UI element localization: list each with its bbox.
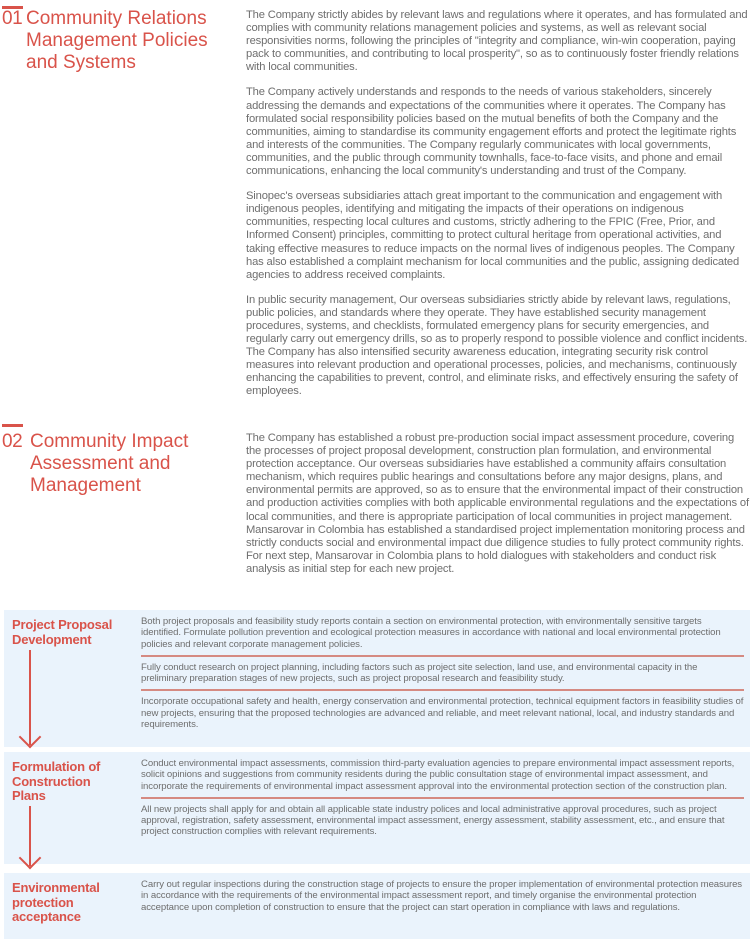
flow-step-item: Fully conduct research on project planning, including factors such as project site selection, land use, and environmental capacity in the preliminary preparation stages of new projects, such as project proposal research and feasibility study. [141, 655, 744, 690]
section-body [246, 9, 750, 411]
heading-accent-bar [2, 424, 23, 427]
flow-step-title-line: protection [12, 894, 74, 910]
flow-step-items [141, 756, 744, 843]
flow-step-title-line: Formulation of [12, 759, 101, 774]
section-title-line: Management [30, 475, 141, 496]
flow-step-item: Conduct environmental impact assessments, commission third-party evaluation agencies to prepare environmental impact assessment reports, solicit opinions and suggestions from community residents during the public consultation stage of environmental impact assessment, and incorporate the requirements of environmental impact assessment approval into the environmental protection section of the construction plan. [141, 758, 735, 792]
flow-step-item: Carry out regular inspections during the construction stage of projects to ensure the proper implementation of environmental protection measures in accordance with the requirements of the environmental impact assessment report, and timely organise the environmental protection acceptance upon completion of construction to ensure that the project can start operation in compliance with laws and regulations. [141, 879, 742, 913]
flow-step-title-line: Environmental [12, 880, 100, 895]
flow-step-item: Incorporate occupational safety and health, energy conservation and environmental protection, technical equipment factors in feasibility studies of new projects, ensuring that the proposed technologies are advanced and reliable, and meet relevant national, local, and industry standards and requirements. [141, 689, 744, 735]
section-title-line: Management Policies [26, 30, 208, 51]
section-title-line: and Systems [26, 52, 136, 73]
paragraph: Sinopec's overseas subsidiaries attach great important to the communication and engagement with indigenous peoples, identifying and mitigating the impacts of their operations on indigenous communities, respecting local cultures and customs, strictly adhering to the FPIC (Free, Prior, and Informed Consent) principles, committing to protect cultural heritage from operational activities, and taking effective measures to reduce impacts on the normal lives of indigenous peoples. The Company has also established a complaint mechanism for local communities and the public, assigning dedicated agencies to address received complaints. [246, 190, 740, 281]
flow-step-items [141, 877, 744, 918]
section-number: 02 [2, 431, 23, 452]
section-number: 01 [2, 8, 23, 29]
paragraph: The Company has established a robust pre-production social impact assessment procedure, covering the processes of project proposal development, construction plan formulation, and environmental protection acceptance. Our overseas subsidiaries have established a community affairs consultation mechanism, which requires public hearings and consultations before any major designs, plans, and environmental permits are approved, so as to ensure that the environmental impact of their construction and production activities complies with both applicable environmental regulations and the expectations of local communities, and there is appropriate participation of local communities in project management. Mansarovar in Colombia has established a standardised project implementation monitoring process and strictly conducts social and environmental impact due diligence studies to fully protect community rights. For next step, Mansarovar in Colombia plans to hold dialogues with stakeholders and conduct risk analysis as initial step for each new project. [246, 432, 749, 575]
section-heading [0, 424, 240, 496]
section-heading [0, 6, 240, 76]
flow-step-title [12, 760, 132, 804]
flow-step-item: Both project proposals and feasibility study reports contain a section on environmental protection, with environmentally sensitive targets identified. Formulate pollution prevention and ecological protection measures in accordance with national and local environmental protection policies and relevant corporate management policies. [141, 616, 721, 650]
section-title [26, 8, 208, 74]
section-title-line: Community Impact [30, 431, 189, 452]
flow-step-title [12, 618, 132, 647]
arrow-down-icon [20, 650, 40, 748]
section-community-relations [0, 6, 750, 416]
section-community-impact [0, 424, 750, 594]
flow-step-item: All new projects shall apply for and obtain all applicable state industry polices and local administrative approval procedures, such as project approval, registration, safety assessment, environmental impact assessment, energy assessment, stability assessment, etc., and ensure that project construction complies with relevant requirements. [141, 797, 744, 843]
flow-step-project-proposal [4, 610, 750, 747]
section-title-line: Assessment and [30, 453, 171, 474]
flow-step-title-line: Plans [12, 788, 46, 803]
paragraph: In public security management, Our overseas subsidiaries strictly abide by relevant laws, regulations, public policies, and standards where they operate. They have established security management procedures, systems, and checklists, formulated emergency plans for security emergencies, and regularly carry out emergency drills, so as to properly respond to possible violence and conflict incidents. The Company has also intensified security awareness education, integrating security risk control measures into relevant production and operational processes, policies, and mechanisms, continuously enhancing the capabilities to prevent, control, and eliminate risks, and effectively ensuring the safety of employees. [246, 293, 748, 398]
flow-step-title-line: Project Proposal [12, 617, 113, 632]
flow-step-title [12, 881, 132, 925]
section-body [246, 432, 750, 588]
flow-step-title-line: Construction [12, 773, 91, 789]
flow-step-title-line: acceptance [12, 909, 81, 924]
flow-step-title-line: Development [12, 631, 92, 647]
flow-step-environmental-acceptance [4, 873, 750, 939]
flow-step-construction-plans [4, 752, 750, 864]
flow-step-items [141, 614, 744, 735]
paragraph: The Company strictly abides by relevant laws and regulations where it operates, and has formulated and complies with community relations management policies and systems, as well as relevant social responsivities norms, following the principles of "integrity and compliance, win-win cooperation, paying pack to communities, and contributing to local prosperity", so as to continuously foster friendly relations with local communities. [246, 9, 748, 74]
section-title-line: Community Relations [26, 8, 207, 29]
section-title [30, 431, 188, 497]
arrow-down-icon [20, 806, 40, 870]
paragraph: The Company actively understands and responds to the needs of various stakeholders, sincerely addressing the demands and expectations of the communities where it operates. The Company has formulated social responsibility policies based on the mutual benefits of both the Company and the communities, aiming to standardise its community engagement efforts and protect the legitimate rights and interests of the communities. The Company regularly communicates with local governments, communities, and the public through community townhalls, face-to-face visits, and phone and email communications, enhancing the local community's understanding and trust of the Company. [246, 86, 737, 178]
